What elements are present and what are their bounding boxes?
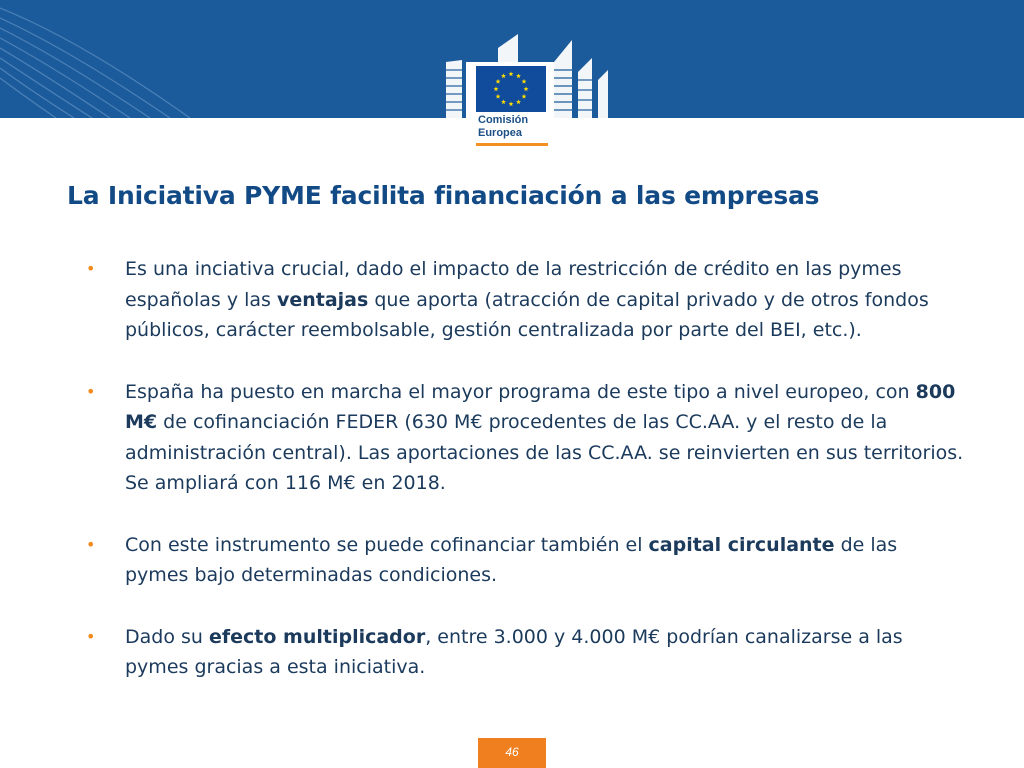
bullet-item xyxy=(86,377,966,499)
logo-text xyxy=(478,114,528,140)
bullet-dot-icon: • xyxy=(86,626,96,646)
bullet-text: Con este instrumento se puede cofinanciar también el xyxy=(125,533,649,556)
bullet-text: Dado su xyxy=(125,625,209,648)
bullet-text: España ha puesto en marcha el mayor programa de este tipo a nivel europeo, con xyxy=(125,380,916,403)
bullet-text: de cofinanciación FEDER (630 M€ procedentes de las CC.AA. y el resto de la administración central). Las aportaciones de las CC.AA. se reinvierten en sus territorios. Se ampliará con 116 M€ en 2018. xyxy=(125,411,964,494)
bullet-item xyxy=(86,254,966,346)
bullet-emphasis: capital circulante xyxy=(648,533,835,556)
bullet-emphasis: efecto multiplicador xyxy=(208,625,426,648)
bullet-item xyxy=(86,530,966,591)
logo-line-1: Comisión xyxy=(478,114,529,126)
bullet-dot-icon: • xyxy=(86,381,96,401)
bullet-list xyxy=(86,254,966,714)
bullet-dot-icon: • xyxy=(86,534,96,554)
bullet-item xyxy=(86,622,966,683)
logo-underline xyxy=(476,143,548,146)
bullet-text: de las pymes bajo determinadas condiciones. xyxy=(125,533,898,586)
page-title: La Iniciativa PYME facilita financiación a las empresas xyxy=(67,181,820,210)
bullet-emphasis: ventajas xyxy=(276,288,369,311)
page-number-badge: 46 xyxy=(478,738,546,768)
bullet-emphasis: 800 M€ xyxy=(125,380,956,433)
bullet-text: Es una inciativa crucial, dado el impacto de la restricción de crédito en las pymes españolas y las xyxy=(125,258,902,311)
bullet-text: que aporta (atracción de capital privado y de otros fondos públicos, carácter reembolsable, gestión centralizada por parte del BEI, etc.). xyxy=(125,288,929,341)
bullet-dot-icon: • xyxy=(86,259,96,278)
eu-flag-icon xyxy=(476,66,546,112)
bullet-text: , entre 3.000 y 4.000 M€ podrían canalizarse a las pymes gracias a esta iniciativa. xyxy=(125,625,903,678)
logo-line-2: Europea xyxy=(478,127,523,139)
